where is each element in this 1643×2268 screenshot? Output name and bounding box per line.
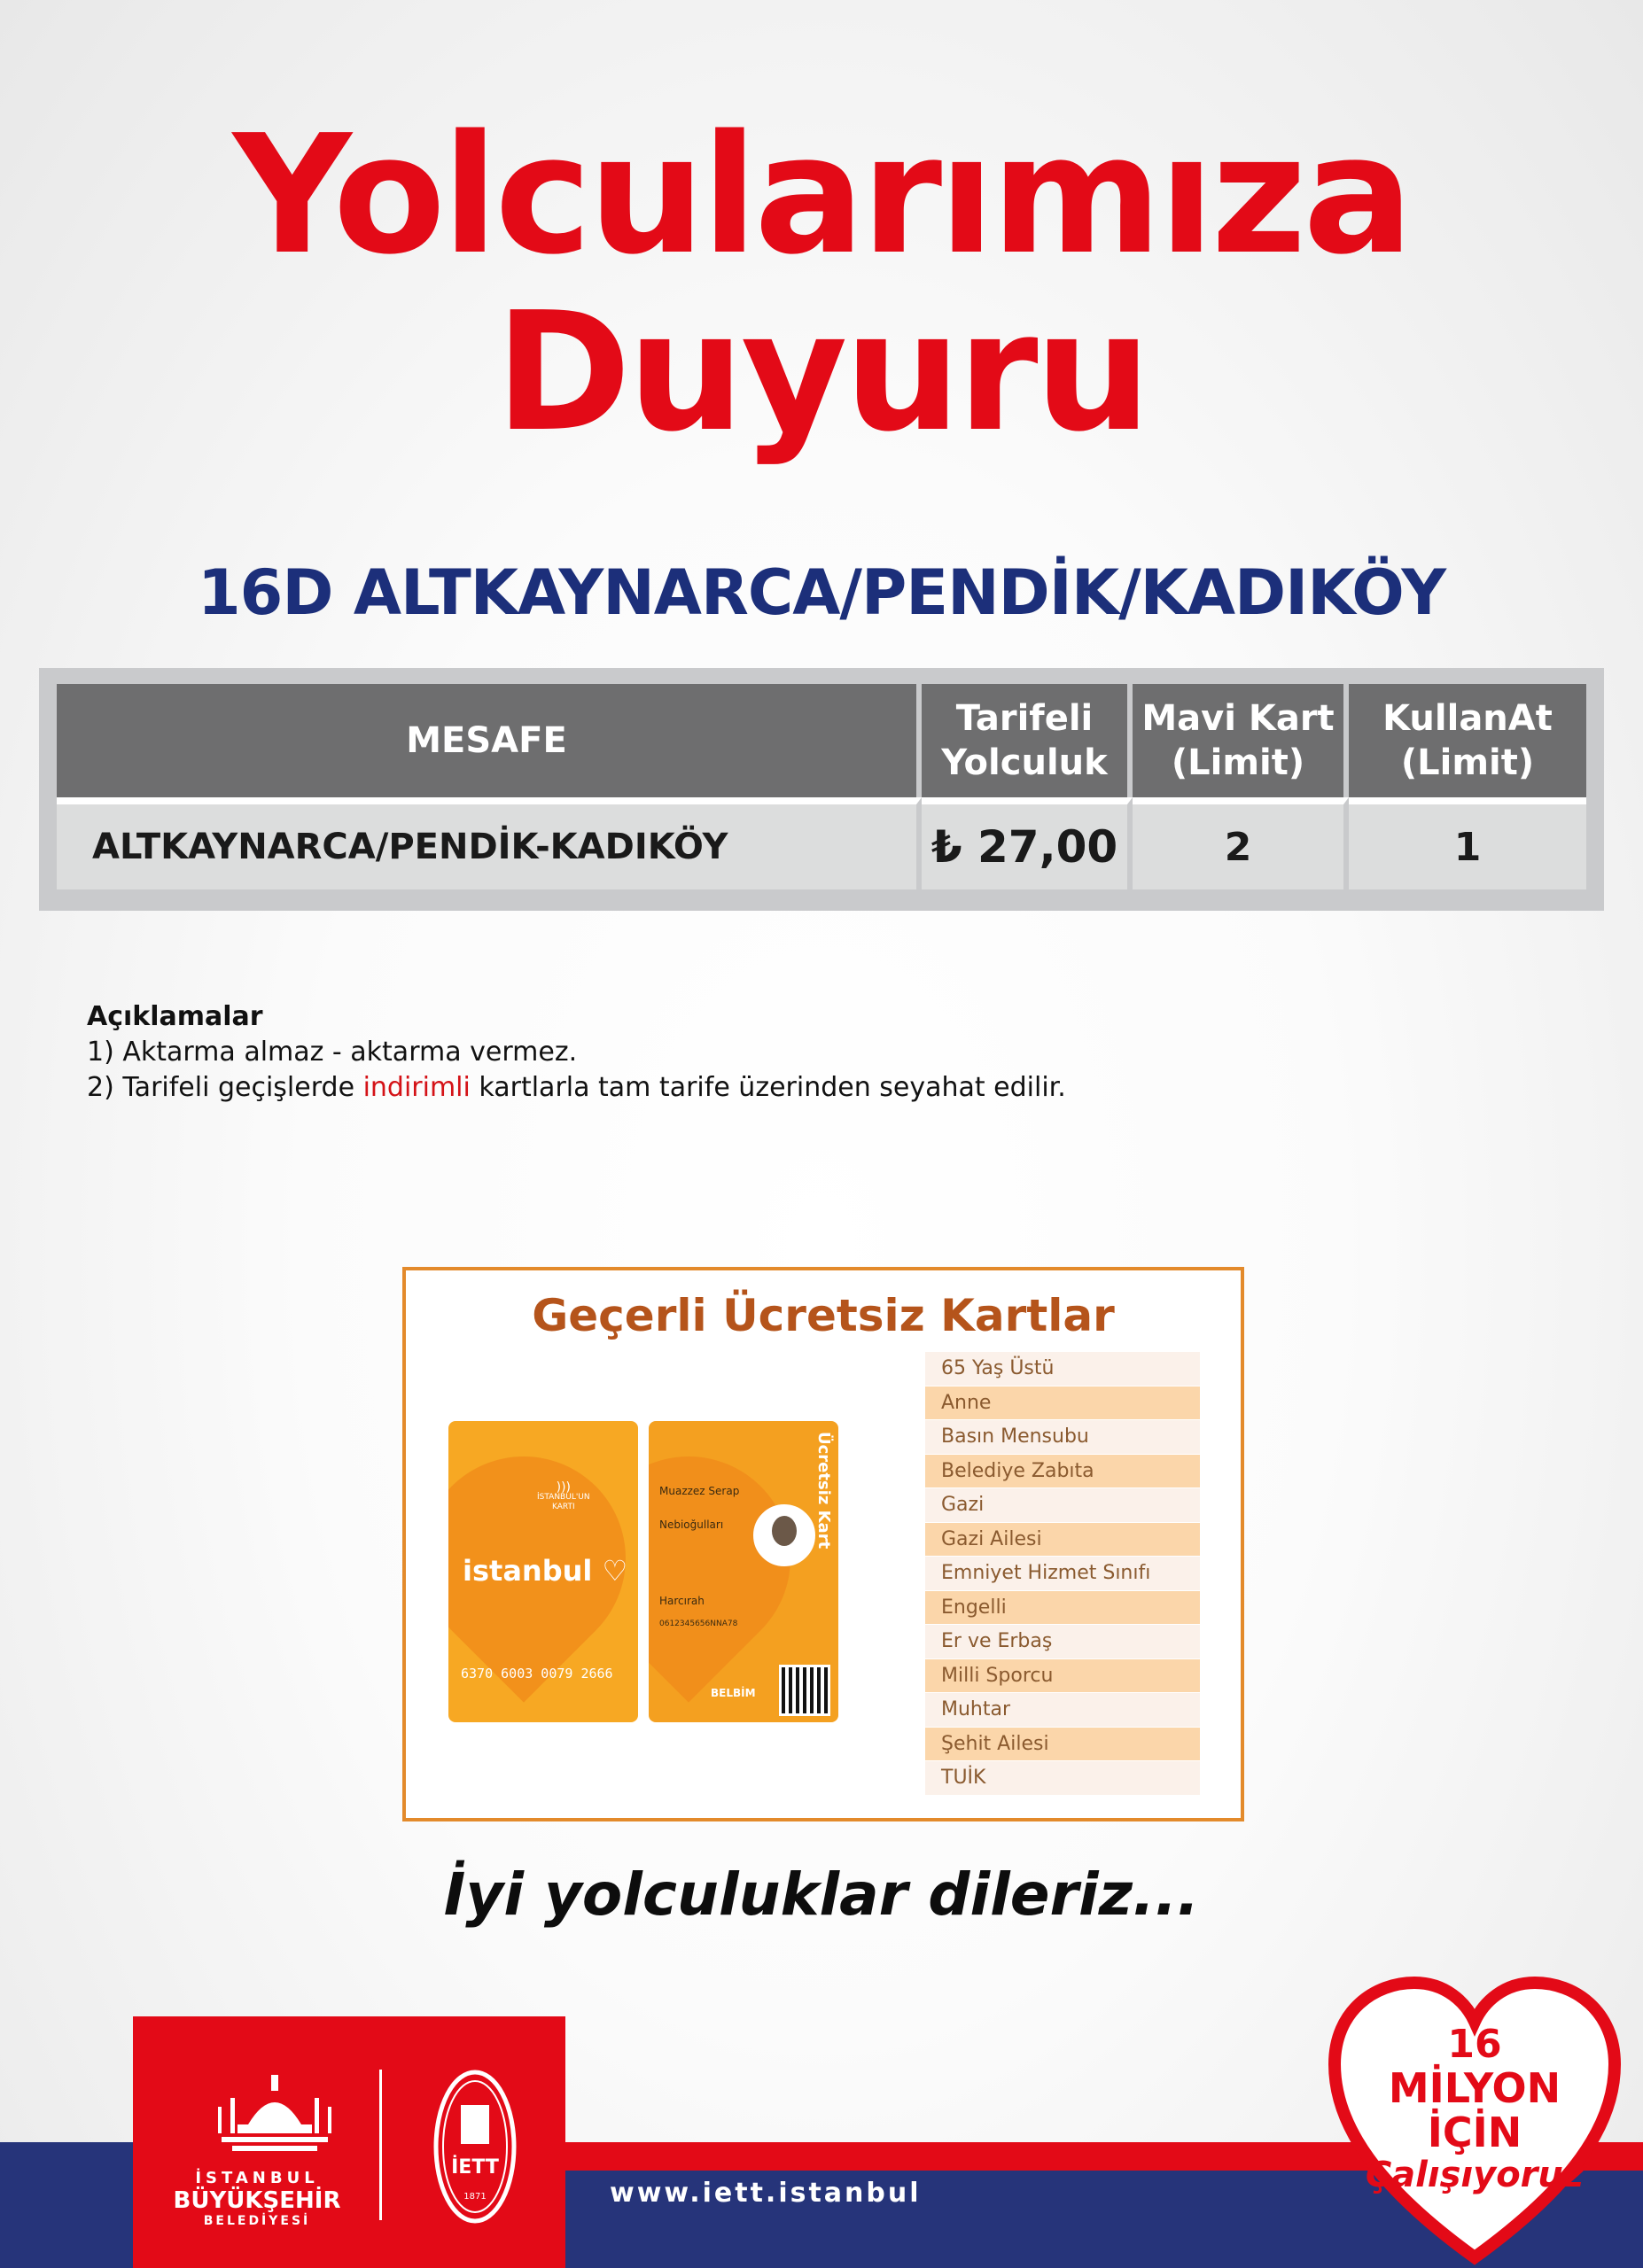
note-2-pre: 2) Tarifeli geçişlerde [87,1072,363,1103]
free-cards-title: Geçerli Ücretsiz Kartlar [532,1290,1115,1341]
note-2-post: kartlarla tam tarife üzerinden seyahat edilir. [470,1072,1066,1103]
badge-line3: İÇİN [1427,2109,1522,2156]
card-type: Harcırah [659,1595,705,1607]
header-disposable-line1: KullanAt [1382,698,1553,739]
cell-disposable-limit: 1 [1349,797,1586,889]
iett-logo-icon [432,2070,518,2224]
istanbulkart-front [448,1421,638,1722]
list-item: Gazi Ailesi [925,1523,1200,1557]
logo-divider [379,2070,382,2220]
table-row [57,797,1586,889]
list-item: Emniyet Hizmet Sınıfı [925,1557,1200,1590]
card-serial: 0612345656NNA78 [659,1619,738,1628]
contactless-icon: ))) [556,1480,571,1495]
list-item: Muhtar [925,1693,1200,1727]
route-title: 16D ALTKAYNARCA/PENDİK/KADIKÖY [197,556,1446,629]
fare-table [57,684,1586,889]
website-link[interactable]: www.iett.istanbul [610,2178,922,2209]
list-item: 65 Yaş Üstü [925,1352,1200,1386]
list-item: Şehit Ailesi [925,1728,1200,1761]
belbim-logo: BELBİM [711,1687,756,1699]
qr-code-icon [782,1667,828,1713]
card-subtitle [537,1480,590,1512]
ibb-wordmark [133,2169,381,2228]
note-2-highlight: indirimli [362,1072,471,1103]
istanbulkart-back [649,1421,838,1722]
ibb-line2: BÜYÜKŞEHİR [173,2187,341,2214]
iett-year: 1871 [463,2192,487,2202]
card-holder-name: Muazzez Serap [659,1485,740,1497]
header-distance: MESAFE [57,684,922,797]
header-blue-line2: (Limit) [1171,742,1305,783]
card-number: 6370 6003 0079 2666 [461,1666,613,1682]
card-brand [463,1554,627,1588]
cell-price: ₺ 27,00 [922,797,1133,889]
header-blue-card [1133,684,1349,797]
header-tariff-line2: Yolculuk [941,742,1108,783]
ibb-mosque-logo-icon [213,2071,337,2160]
cell-distance: ALTKAYNARCA/PENDİK-KADIKÖY [57,797,922,889]
list-item: Anne [925,1386,1200,1420]
list-item: TUİK [925,1761,1200,1795]
list-item: Basın Mensubu [925,1420,1200,1454]
ibb-line1: İSTANBUL [195,2169,319,2187]
header-disposable [1349,684,1586,797]
badge-line1: 16 [1447,2022,1502,2067]
header-disposable-line2: (Limit) [1400,742,1535,783]
header-blue-line1: Mavi Kart [1141,698,1335,739]
badge-line2: MİLYON [1388,2064,1561,2112]
title-line-2: Duyuru [494,276,1149,468]
note-2 [87,1070,1066,1106]
list-item: Milli Sporcu [925,1659,1200,1693]
free-cards-panel [402,1267,1244,1821]
title-line-1: Yolcularımıza [232,99,1411,291]
card-holder-surname: Nebioğulları [659,1518,724,1531]
list-item: Er ve Erbaş [925,1625,1200,1658]
notes [87,999,1066,1106]
free-card-list [925,1352,1200,1796]
ibb-line3: BELEDİYESİ [203,2214,311,2228]
card-subtitle-line1: İSTANBUL'UN [537,1493,590,1502]
card-vertical-label: Ücretsiz Kart [814,1432,833,1550]
heart-icon: ♡ [602,1554,628,1588]
card-brand-text: istanbul [463,1554,593,1588]
farewell-message: İyi yolculuklar dileriz... [443,1860,1200,1929]
card-subtitle-line2: KARTI [551,1503,575,1511]
heart-graphic [649,1421,833,1703]
card-photo [753,1504,815,1566]
header-tariff-line1: Tarifeli [955,698,1094,739]
badge-line4: Çalışıyoruz [1365,2155,1585,2195]
notes-heading: Açıklamalar [87,1001,263,1032]
table-header-row [57,684,1586,797]
iett-label: İETT [451,2156,499,2179]
fare-table-container [39,668,1604,911]
header-tariff [922,684,1133,797]
cell-blue-limit: 2 [1133,797,1349,889]
list-item: Engelli [925,1591,1200,1625]
list-item: Belediye Zabıta [925,1455,1200,1488]
list-item: Gazi [925,1488,1200,1522]
note-1: 1) Aktarma almaz - aktarma vermez. [87,1037,578,1068]
